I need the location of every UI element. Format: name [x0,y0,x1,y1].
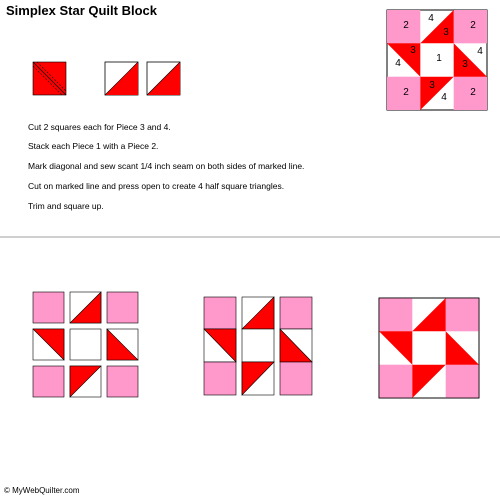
number-label: 2 [470,20,476,31]
number-label: 4 [477,46,483,57]
instruction-step: Stack each Piece 1 with a Piece 2. [28,141,159,151]
number-label: 1 [436,53,442,64]
instruction-step: Cut on marked line and press open to create 4 half square triangles. [28,181,285,191]
section-divider [0,236,500,238]
number-label: 2 [470,87,476,98]
number-label: 4 [395,58,401,69]
number-label: 3 [443,27,449,38]
marked-square-diagram [33,62,66,95]
number-label: 3 [429,80,435,91]
number-label: 3 [410,45,416,56]
instruction-step: Mark diagonal and sew scant 1/4 inch seam on both sides of marked line. [28,161,305,171]
half-square-triangle [105,62,138,95]
page-title: Simplex Star Quilt Block [6,3,157,18]
block-layout-finished [379,298,479,398]
block-layout-separated [33,292,140,399]
number-label: 2 [403,87,409,98]
instruction-step: Cut 2 squares each for Piece 3 and 4. [28,122,171,132]
copyright-footer: © MyWebQuilter.com [4,486,80,495]
half-square-triangle [147,62,180,95]
number-label: 3 [462,59,468,70]
number-label: 2 [403,20,409,31]
number-label: 4 [441,92,447,103]
block-layout-columns [204,297,316,399]
instruction-step: Trim and square up. [28,201,104,211]
number-label: 4 [428,13,434,24]
